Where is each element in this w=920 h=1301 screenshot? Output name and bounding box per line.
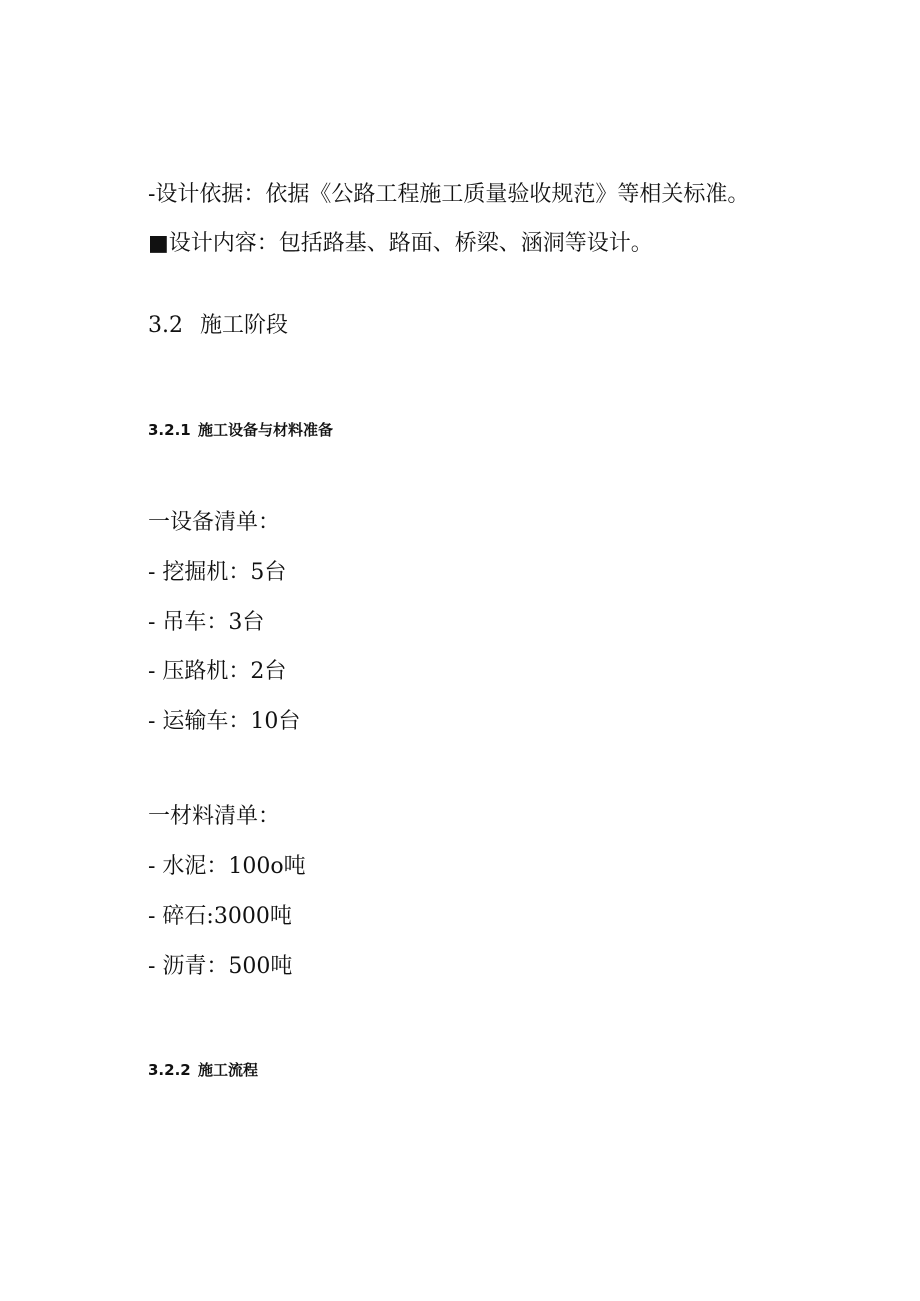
subsection-heading-3-2-1 <box>148 423 333 438</box>
subsection-number: 3.2.2 <box>148 1061 191 1079</box>
material-item: - 沥青：500吨 <box>148 954 293 979</box>
subsection-heading-3-2-2 <box>148 1063 258 1078</box>
section-title: 施工阶段 <box>200 313 289 338</box>
section-heading-3-2 <box>148 315 288 337</box>
subsection-number: 3.2.1 <box>148 421 191 439</box>
material-item: - 水泥：100o吨 <box>148 854 306 879</box>
equipment-item: - 压路机：2台 <box>148 659 287 684</box>
design-basis-text: -设计依据：依据《公路工程施工质量验收规范》等相关标准。 <box>148 182 750 207</box>
section-number: 3.2 <box>148 313 183 338</box>
design-content-text: ■设计内容：包括路基、路面、桥梁、涵洞等设计。 <box>148 231 653 256</box>
subsection-title: 施工设备与材料准备 <box>198 421 334 439</box>
materials-list-heading: 一材料清单： <box>148 804 281 829</box>
subsection-title: 施工流程 <box>198 1061 259 1079</box>
equipment-item: - 运输车：10台 <box>148 709 301 734</box>
equipment-list-heading: 一设备清单： <box>148 510 281 535</box>
material-item: - 碎石:3000吨 <box>148 904 292 929</box>
equipment-item: - 吊车：3台 <box>148 610 265 635</box>
equipment-item: - 挖掘机：5台 <box>148 560 287 585</box>
